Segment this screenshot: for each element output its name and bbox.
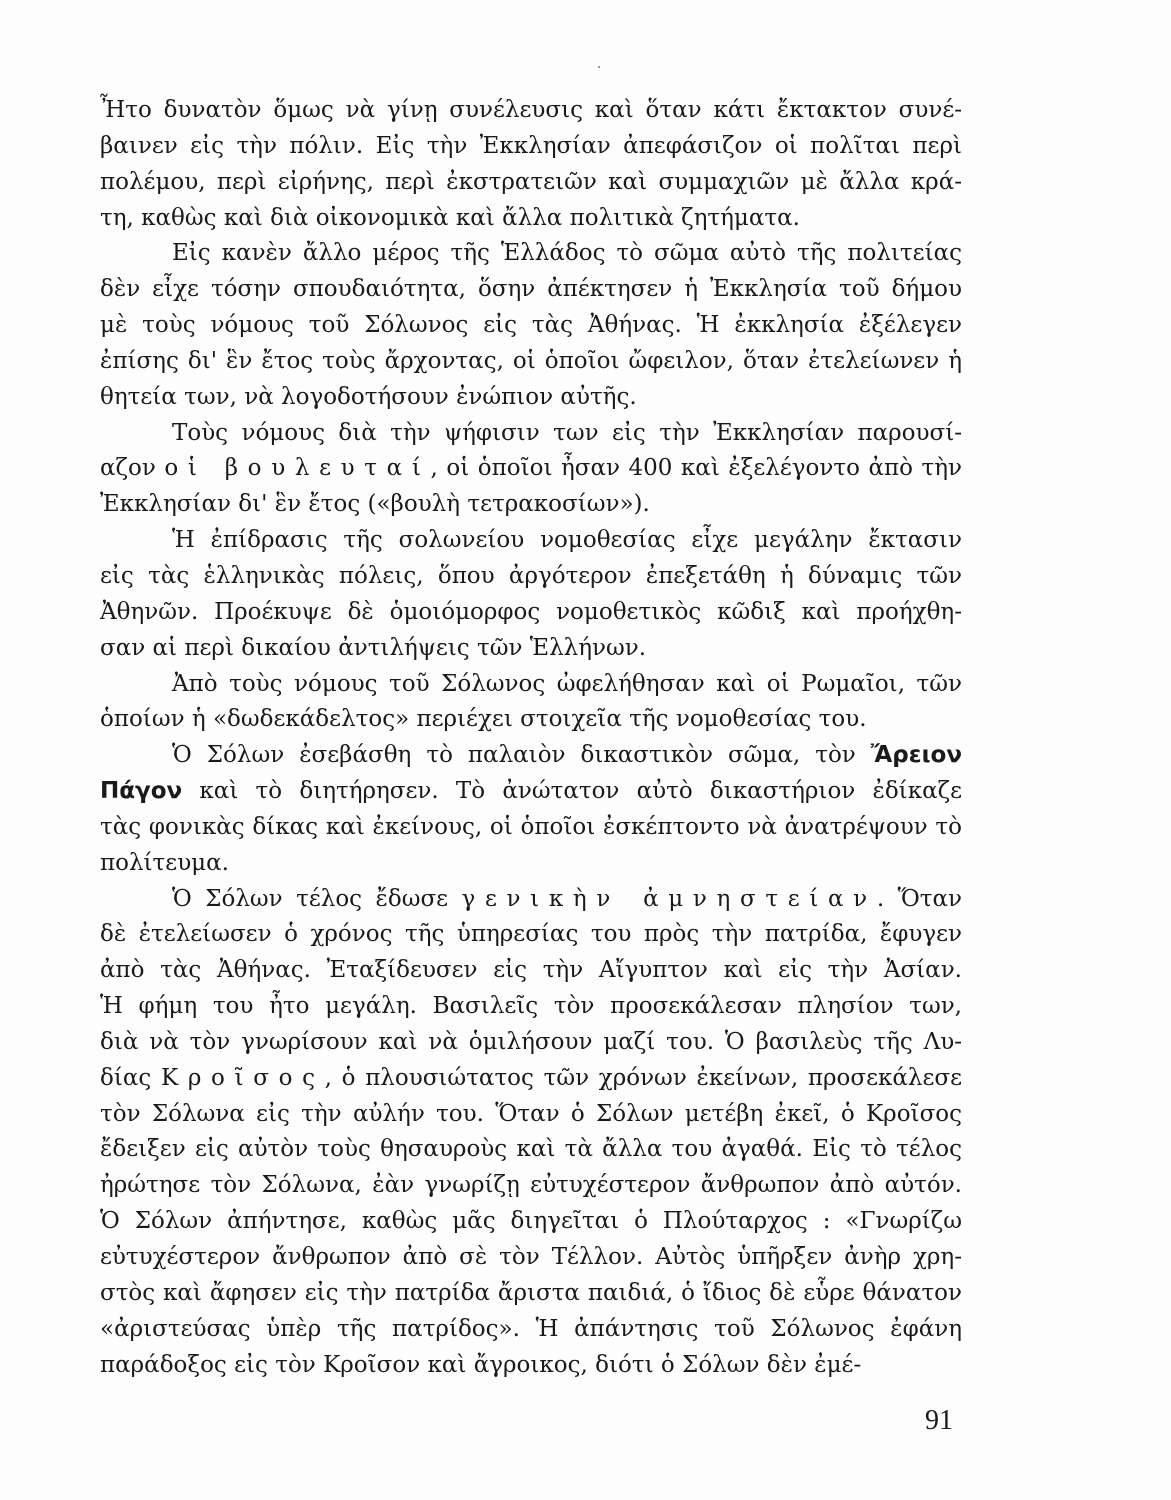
text-segment: τη, καθὼς καὶ διὰ οἰκονομικὰ καὶ ἄλλα πολιτικὰ ζητήματα. <box>100 204 800 231</box>
text-line <box>100 738 962 774</box>
text-line <box>100 774 962 810</box>
text-segment: Ἐκκλησίαν δι' ἓν ἔτος («βουλὴ τετρακοσίων»). <box>100 491 650 518</box>
text-segment: Ὁ Σόλων ἐσεβάσθη τὸ παλαιὸν δικαστικὸν σῶμα, τὸν <box>172 742 871 769</box>
text-line <box>100 667 962 703</box>
text-line <box>100 165 962 201</box>
text-segment: Ἀπὸ τοὺς νόμους τοῦ Σόλωνος ὠφελήθησαν καὶ οἱ Ρωμαῖοι, τῶν <box>172 670 962 697</box>
text-segment: τὸν Σόλωνα εἰς τὴν αὐλήν του. Ὅταν ὁ Σόλων μετέβη ἐκεῖ, ὁ Κροῖσος <box>100 1100 962 1127</box>
text-line <box>100 882 962 918</box>
text-segment: ἐπίσης δι' ἓν ἔτος τοὺς ἄρχοντας, οἱ ὁποῖοι ὤφειλον, ὅταν ἐτελείωνεν ἡ <box>100 347 962 374</box>
text-segment: παράδοξος εἰς τὸν Κροῖσον καὶ ἄγροικος, διότι ὁ Σόλων δὲν ἐμέ- <box>100 1351 862 1378</box>
text-line <box>100 272 962 308</box>
text-segment: εἰς τὰς ἑλληνικὰς πόλεις, ὅπου ἀργότερον ἐπεξετάθη ἡ δύναμις τῶν <box>100 562 962 589</box>
text-line <box>100 344 962 380</box>
spaced-term: Κροῖσος <box>161 1064 325 1091</box>
text-segment: πολέμου, περὶ εἰρήνης, περὶ ἐκστρατειῶν καὶ συμμαχιῶν μὲ ἄλλα κρά- <box>100 168 962 195</box>
text-line <box>100 917 962 953</box>
text-segment: θητεία των, νὰ λογοδοτήσουν ἐνώπιον αὐτῆς. <box>100 383 637 410</box>
text-line <box>100 631 962 667</box>
text-segment: ὁποίων ἡ «δωδεκάδελτος» περιέχει στοιχεῖα τῆς νομοθεσίας του. <box>100 706 867 733</box>
text-segment: Τοὺς νόμους διὰ τὴν ψήφισιν των εἰς τὴν Ἐκκλησίαν παρουσί- <box>172 419 962 446</box>
text-line <box>100 129 962 165</box>
text-segment: σαν αἱ περὶ δικαίου ἀντιλήψεις τῶν Ἑλλήνων. <box>100 634 647 661</box>
text-line <box>100 487 962 523</box>
text-segment: καὶ τὸ διητήρησεν. Τὸ ἀνώτατον αὐτὸ δικαστήριον ἐδίκαζε <box>182 778 962 805</box>
body-text <box>100 93 962 1383</box>
text-segment: Ὁ Σόλων τέλος ἔδωσε <box>172 885 462 912</box>
text-segment: , ὁ πλουσιώτατος τῶν χρόνων ἐκείνων, προσεκάλεσε <box>324 1064 962 1091</box>
text-segment: Ἦτο δυνατὸν ὅμως νὰ γίνῃ συνέλευσις καὶ ὅταν κάτι ἔκτακτον συνέ- <box>100 97 962 123</box>
text-segment: βαινεν εἰς τὴν πόλιν. Εἰς τὴν Ἐκκλησίαν ἀπεφάσιζον οἱ πολῖται περὶ <box>100 132 962 159</box>
text-line <box>100 989 962 1025</box>
text-line <box>100 810 962 846</box>
text-segment: . Ὅταν <box>876 885 962 912</box>
text-segment: Ἀθηνῶν. Προέκυψε δὲ ὁμοιόμορφος νομοθετικὸς κῶδιξ καὶ προήχθη- <box>100 598 962 625</box>
page-number: 91 <box>925 1405 953 1436</box>
text-line <box>100 451 962 487</box>
text-line <box>100 559 962 595</box>
text-line <box>100 523 962 559</box>
text-segment: ἔδειξεν εἰς αὐτὸν τοὺς θησαυροὺς καὶ τὰ ἄλλα του ἀγαθά. Εἰς τὸ τέλος <box>100 1136 962 1163</box>
text-segment: ἠρώτησε τὸν Σόλωνα, ἐὰν γνωρίζῃ εὐτυχέστερον ἄνθρωπον ἀπὸ αὐτόν. <box>100 1172 962 1199</box>
text-segment: Ἡ φήμη του ἦτο μεγάλη. Βασιλεῖς τὸν προσεκάλεσαν πλησίον των, <box>100 993 962 1020</box>
text-segment: Ἡ ἐπίδρασις τῆς σολωνείου νομοθεσίας εἶχε μεγάλην ἔκτασιν <box>172 527 962 554</box>
text-line <box>100 1276 962 1312</box>
text-line <box>100 1240 962 1276</box>
text-segment: διὰ νὰ τὸν γνωρίσουν καὶ νὰ ὁμιλήσουν μαζί του. Ὁ βασιλεὺς τῆς Λυ- <box>100 1028 962 1055</box>
text-line <box>100 1097 962 1133</box>
text-line <box>100 702 962 738</box>
bold-term: Ἄρειον <box>870 742 962 769</box>
text-line <box>100 1132 962 1168</box>
text-segment: Εἰς κανὲν ἄλλο μέρος τῆς Ἑλλάδος τὸ σῶμα αὐτὸ τῆς πολιτείας <box>172 240 962 267</box>
text-segment: Ὁ Σόλων ἀπήντησε, καθὼς μᾶς διηγεῖται ὁ Πλούταρχος : «Γνωρίζω <box>100 1208 962 1235</box>
text-line <box>100 93 962 129</box>
text-segment: «ἀριστεύσας ὑπὲρ τῆς πατρίδος». Ἡ ἀπάντησις τοῦ Σόλωνος ἐφάνη <box>100 1315 962 1342</box>
bold-term: Πάγον <box>100 778 183 805</box>
spaced-term: γενικὴν ἀμνηστείαν <box>461 885 877 912</box>
scan-speck <box>598 66 600 68</box>
text-line <box>100 1168 962 1204</box>
text-segment: στὸς καὶ ἄφησεν εἰς τὴν πατρίδα ἄριστα παιδιά, ὁ ἴδιος δὲ εὗρε θάνατον <box>100 1279 962 1306</box>
text-line <box>100 1061 962 1097</box>
text-line <box>100 1025 962 1061</box>
text-segment: τὰς φονικὰς δίκας καὶ ἐκείνους, οἱ ὁποῖοι ἐσκέπτοντο νὰ ἀνατρέψουν τὸ <box>100 813 962 840</box>
text-segment: μὲ τοὺς νόμους τοῦ Σόλωνος εἰς τὰς Ἀθήνας. Ἡ ἐκκλησία ἐξέλεγεν <box>100 312 962 339</box>
text-line <box>100 236 962 272</box>
text-segment: πολίτευμα. <box>100 849 229 876</box>
text-segment: δίας <box>100 1064 161 1091</box>
text-segment: δὲ ἐτελείωσεν ὁ χρόνος τῆς ὑπηρεσίας του πρὸς τὴν πατρίδα, ἔφυγεν <box>100 921 962 948</box>
text-segment: ἀπὸ τὰς Ἀθήνας. Ἐταξίδευσεν εἰς τὴν Αἴγυπτον καὶ εἰς τὴν Ἀσίαν. <box>100 957 962 984</box>
text-line <box>100 308 962 344</box>
text-segment: δὲν εἶχε τόσην σπουδαιότητα, ὅσην ἀπέκτησεν ἡ Ἐκκλησία τοῦ δήμου <box>100 276 962 303</box>
spaced-term: οἱ βουλευταί <box>164 455 431 482</box>
text-line <box>100 953 962 989</box>
text-line <box>100 201 962 237</box>
text-segment: , οἱ ὁποῖοι ἦσαν 400 καὶ ἐξελέγοντο ἀπὸ τὴν <box>430 455 962 482</box>
text-segment: αζον <box>100 455 165 482</box>
text-line <box>100 380 962 416</box>
text-line <box>100 1348 962 1384</box>
text-line <box>100 595 962 631</box>
text-line <box>100 416 962 452</box>
text-line <box>100 1312 962 1348</box>
text-line <box>100 1204 962 1240</box>
text-segment: εὐτυχέστερον ἄνθρωπον ἀπὸ σὲ τὸν Τέλλον. Αὐτὸς ὑπῆρξεν ἀνὴρ χρη- <box>100 1244 962 1270</box>
text-line <box>100 846 962 882</box>
